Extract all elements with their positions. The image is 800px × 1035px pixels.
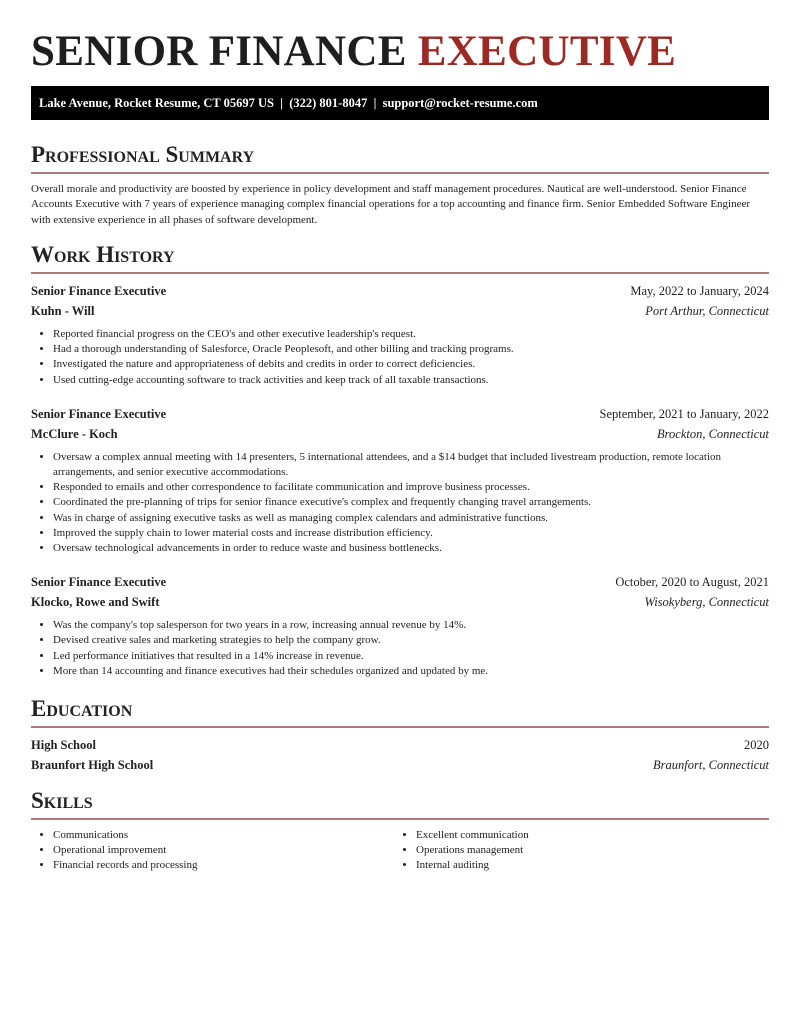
divider <box>31 818 769 820</box>
job-location: Port Arthur, Connecticut <box>645 303 769 318</box>
contact-bar: Lake Avenue, Rocket Resume, CT 05697 US | (322) 801-8047 | support@rocket-resume.com <box>31 86 769 120</box>
work-history-heading: Work History <box>31 241 175 267</box>
job-bullet: • Improved the supply chain to lower material costs and increase distribution efficiency. <box>53 526 769 541</box>
job-dates: May, 2022 to January, 2024 <box>630 283 769 298</box>
job-location: Wisokyberg, Connecticut <box>644 595 769 610</box>
divider <box>31 172 769 174</box>
job-entry <box>31 282 769 388</box>
skills-column-left <box>31 828 394 874</box>
job-bullet: • Used cutting-edge accounting software to track activities and keep track of all taxable transactions. <box>53 373 769 388</box>
job-bullet: • Led performance initiatives that resulted in a 14% increase in revenue. <box>53 649 769 664</box>
degree: High School <box>31 737 96 752</box>
skills-heading: Skills <box>31 787 93 813</box>
skill-item: • Operations management <box>416 843 757 858</box>
school-location: Braunfort, Connecticut <box>653 757 769 772</box>
job-location: Brockton, Connecticut <box>656 426 769 441</box>
job-company: Klocko, Rowe and Swift <box>31 595 160 610</box>
resume-title <box>31 28 769 76</box>
summary-text: Overall morale and productivity are boosted by experience in policy development and staff management procedures. Nautical are well-understood. Senior Finance Accounts Executive with 7 years of experience managing complex financial operations for a top accounting and finance firm. Senior Embedded Software Engineer with extensive experience in all phases of software development. <box>31 183 751 226</box>
job-title: Senior Finance Executive <box>31 575 167 590</box>
skill-item: • Excellent communication <box>416 828 757 843</box>
job-bullet: • Devised creative sales and marketing strategies to help the company grow. <box>53 633 769 648</box>
education-year: 2020 <box>744 737 769 752</box>
job-company: Kuhn - Will <box>31 303 95 318</box>
job-dates: September, 2021 to January, 2022 <box>599 406 769 421</box>
job-bullets <box>31 327 769 388</box>
divider <box>31 272 769 274</box>
job-entry <box>31 405 769 556</box>
job-title: Senior Finance Executive <box>31 406 167 421</box>
job-bullet: • Was in charge of assigning executive tasks as well as managing complex calendars and administrative functions. <box>53 511 769 526</box>
education-heading: Education <box>31 695 133 721</box>
job-bullet: • Was the company's top salesperson for two years in a row, increasing annual revenue by 14%. <box>53 618 769 633</box>
skills-column-right <box>394 828 757 874</box>
job-list <box>31 282 769 679</box>
skill-item: • Communications <box>53 828 394 843</box>
skill-item: • Financial records and processing <box>53 858 394 873</box>
resume <box>31 0 769 874</box>
title-accent: EXECUTIVE <box>417 28 677 75</box>
job-bullets <box>31 450 769 556</box>
job-company: McClure - Koch <box>31 426 118 441</box>
job-bullet: • Had a thorough understanding of Salesforce, Oracle Peoplesoft, and other billing and tracking programs. <box>53 342 769 357</box>
education-row <box>31 736 769 754</box>
job-bullet: • Reported financial progress on the CEO's and other executive leadership's request. <box>53 327 769 342</box>
divider <box>31 726 769 728</box>
job-bullet: • Oversaw a complex annual meeting with 14 presenters, 5 international attendees, and a $14 budget that included livestream production, remote location arrangements, and senior executive accommodations. <box>53 450 769 480</box>
job-bullets <box>31 618 769 679</box>
school: Braunfort High School <box>31 757 154 772</box>
job-bullet: • More than 14 accounting and finance executives had their schedules organized and updated by me. <box>53 664 769 679</box>
job-entry <box>31 573 769 679</box>
skill-item: • Internal auditing <box>416 858 757 873</box>
job-bullet: • Responded to emails and other correspondence to facilitate communication and improve business processes. <box>53 480 769 495</box>
job-bullet: • Oversaw technological advancements in order to reduce waste and business bottlenecks. <box>53 541 769 556</box>
education-row <box>31 756 769 774</box>
job-dates: October, 2020 to August, 2021 <box>615 575 769 590</box>
skill-item: • Operational improvement <box>53 843 394 858</box>
skills-list <box>31 828 769 874</box>
job-bullet: • Coordinated the pre-planning of trips for senior finance executive's complex and frequently changing travel arrangements. <box>53 495 769 510</box>
title-main: SENIOR FINANCE <box>31 28 407 75</box>
summary-heading: Professional Summary <box>31 142 255 167</box>
job-bullet: • Investigated the nature and appropriateness of debits and credits in order to correct deficiencies. <box>53 357 769 372</box>
job-title: Senior Finance Executive <box>31 283 167 298</box>
